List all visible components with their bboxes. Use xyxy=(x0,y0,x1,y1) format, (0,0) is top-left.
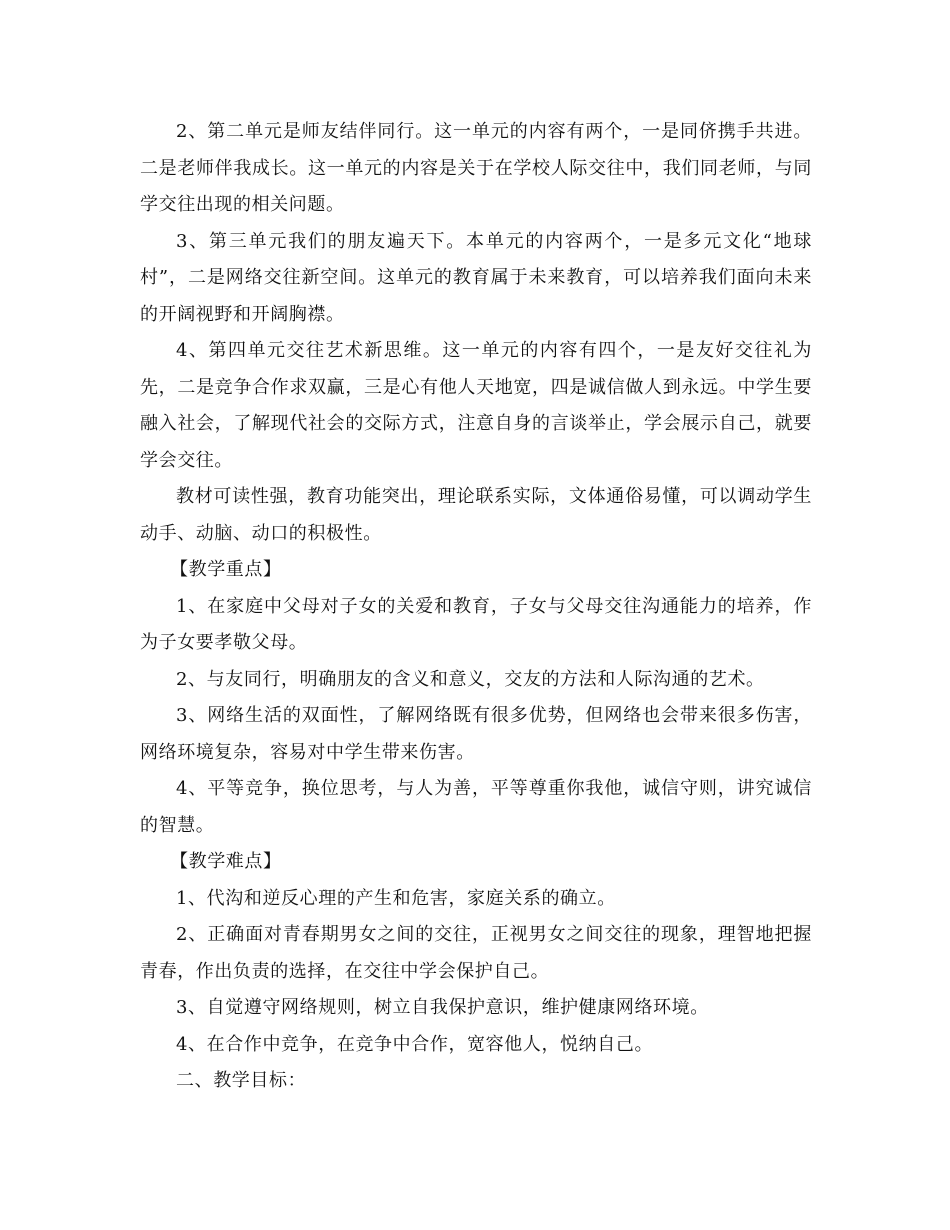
key-point-item: 1、在家庭中父母对子女的关爱和教育，子女与父母交往沟通能力的培养，作为子女要孝敬父母。 xyxy=(140,595,812,653)
paragraph-textbook-summary: 教材可读性强，教育功能突出，理论联系实际，文体通俗易懂，可以调动学生动手、动脑、动口的积极性。 xyxy=(140,486,812,544)
key-points-heading: 【教学重点】 xyxy=(170,559,282,580)
difficult-point-item: 1、代沟和逆反心理的产生和危害，家庭关系的确立。 xyxy=(176,887,616,909)
key-point-item: 3、网络生活的双面性，了解网络既有很多优势，但网络也会带来很多伤害，网络环境复杂，容易对中学生带来伤害。 xyxy=(140,705,812,763)
section-title-teaching-goals: 二、教学目标： xyxy=(176,1070,307,1091)
key-point-item: 2、与友同行，明确朋友的含义和意义，交友的方法和人际沟通的艺术。 xyxy=(176,668,765,690)
difficult-point-item: 3、自觉遵守网络规则，树立自我保护意识，维护健康网络环境。 xyxy=(176,997,709,1018)
difficult-point-item: 4、在合作中竞争，在竞争中合作，宽容他人，悦纳自己。 xyxy=(176,1033,654,1055)
paragraph-unit-3: 3、第三单元我们的朋友遍天下。本单元的内容两个，一是多元文化“地球村”，二是网络交往新空间。这单元的教育属于未来教育，可以培养我们面向未来的开阔视野和开阔胸襟。 xyxy=(140,230,812,325)
difficult-point-item: 2、正确面对青春期男女之间的交往，正视男女之间交往的现象，理智地把握青春，作出负责的选择，在交往中学会保护自己。 xyxy=(140,924,812,982)
paragraph-unit-2: 2、第二单元是师友结伴同行。这一单元的内容有两个，一是同侪携手共进。二是老师伴我成长。这一单元的内容是关于在学校人际交往中，我们同老师，与同学交往出现的相关问题。 xyxy=(140,121,812,215)
document-body xyxy=(140,114,812,1100)
key-point-item: 4、平等竞争，换位思考，与人为善，平等尊重你我他，诚信守则，讲究诚信的智慧。 xyxy=(140,778,812,836)
paragraph-unit-4: 4、第四单元交往艺术新思维。这一单元的内容有四个，一是友好交往礼为先，二是竞争合作求双赢，三是心有他人天地宽，四是诚信做人到永远。中学生要融入社会，了解现代社会的交际方式，注意自身的言谈举止，学会展示自己，就要学会交往。 xyxy=(140,340,812,471)
difficult-points-heading: 【教学难点】 xyxy=(170,851,282,872)
